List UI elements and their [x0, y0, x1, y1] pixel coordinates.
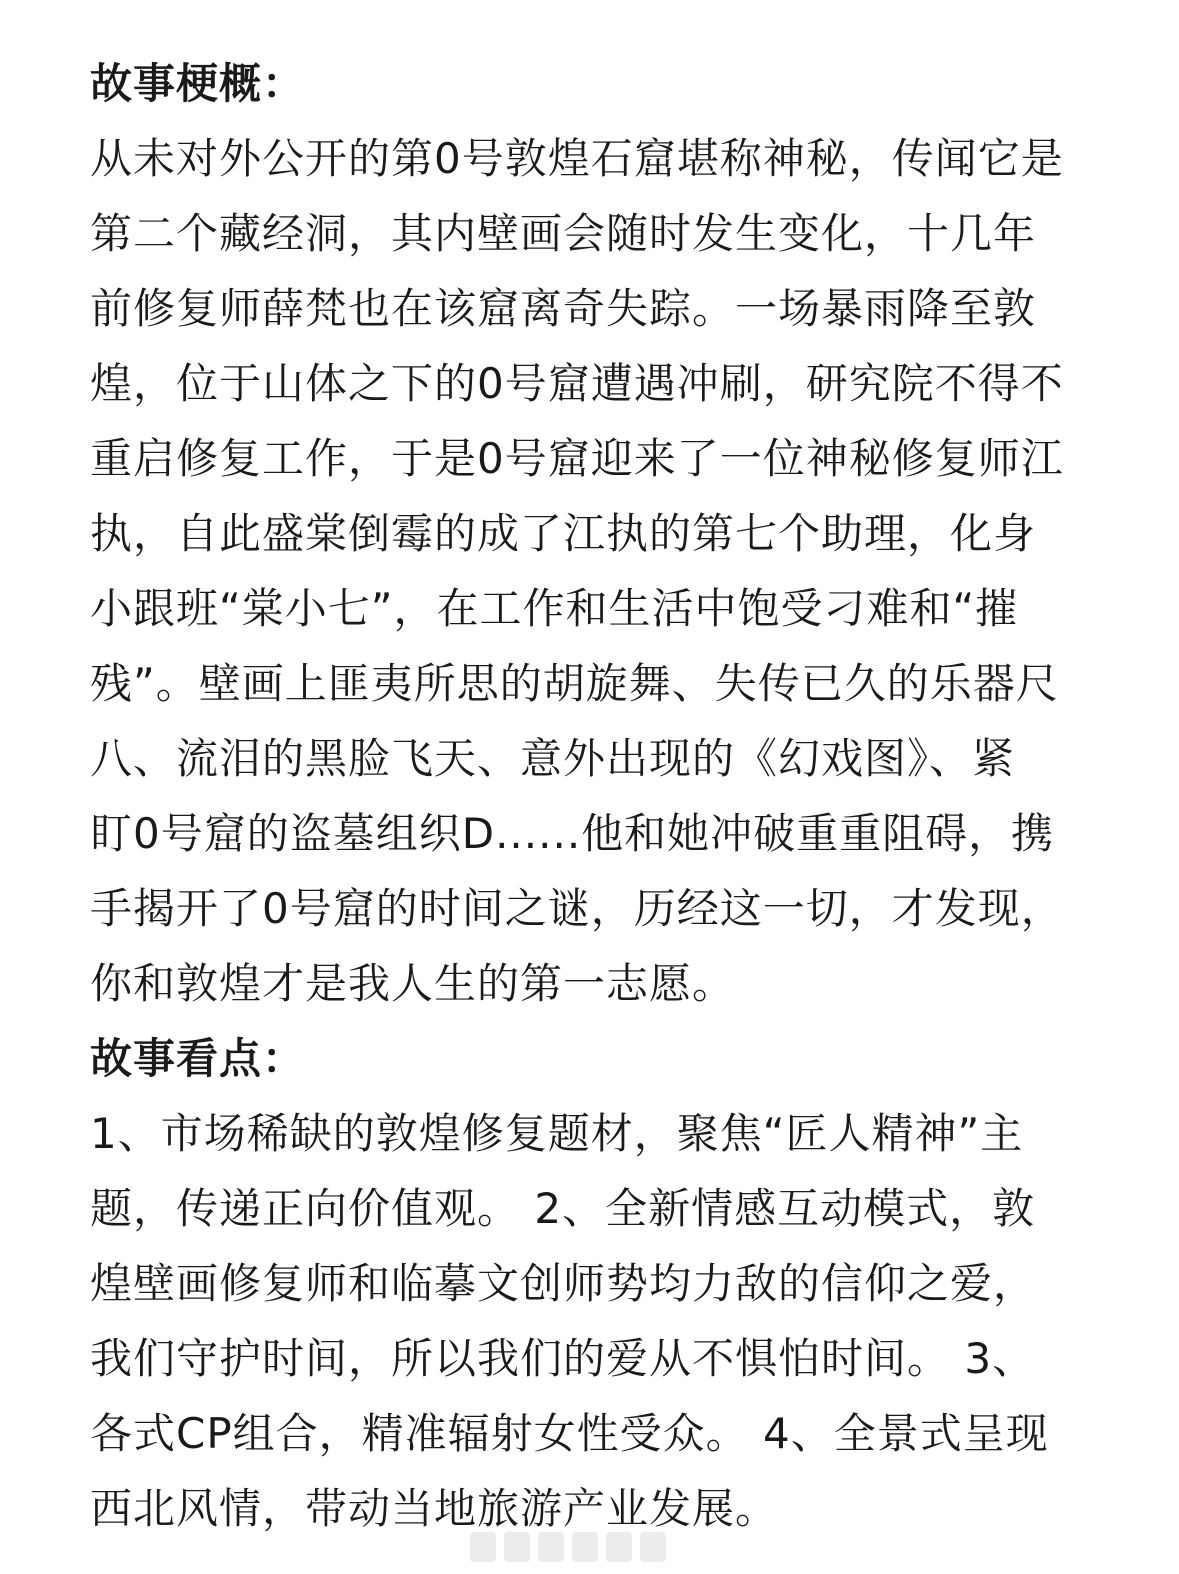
- highlights-line: 题，传递正向价值观。 2、全新情感互动模式，敦: [90, 1184, 1036, 1233]
- watermark-glyph: [606, 1532, 632, 1562]
- synopsis-line: 小跟班“棠小七”，在工作和生活中饱受刁难和“摧: [90, 584, 1019, 633]
- highlights-line: 西北风情，带动当地旅游产业发展。: [90, 1484, 779, 1533]
- watermark-glyph: [538, 1532, 564, 1562]
- watermark-glyph: [572, 1532, 598, 1562]
- synopsis-line: 前修复师薛梵也在该窟离奇失踪。一场暴雨降至敦: [90, 284, 1037, 333]
- watermark-glyph: [504, 1532, 530, 1562]
- synopsis-line: 你和敦煌才是我人生的第一志愿。: [90, 959, 736, 1008]
- synopsis-line: 残”。壁画上匪夷所思的胡旋舞、失传已久的乐器尺: [90, 659, 1059, 708]
- synopsis-line: 手揭开了0号窟的时间之谜，历经这一切，才发现，: [90, 884, 1064, 933]
- watermark: [470, 1532, 710, 1572]
- synopsis-line: 执，自此盛棠倒霉的成了江执的第七个助理，化身: [90, 509, 1037, 558]
- document-body: [90, 46, 1110, 1546]
- synopsis-paragraph: [90, 121, 1110, 1021]
- synopsis-line: 八、流泪的黑脸飞天、意外出现的《幻戏图》、紧: [90, 734, 1016, 783]
- highlights-line: 煌壁画修复师和临摹文创师势均力敌的信仰之爱，: [90, 1259, 1037, 1308]
- highlights-heading: 故事看点：: [90, 1034, 306, 1083]
- highlights-line: 1、市场稀缺的敦煌修复题材，聚焦“匠人精神”主: [90, 1109, 1024, 1158]
- synopsis-heading: 故事梗概：: [90, 59, 306, 108]
- synopsis-line: 第二个藏经洞，其内壁画会随时发生变化，十几年: [90, 209, 1037, 258]
- watermark-glyph: [640, 1532, 666, 1562]
- watermark-glyph: [470, 1532, 496, 1562]
- synopsis-line: 从未对外公开的第0号敦煌石窟堪称神秘，传闻它是: [90, 134, 1064, 183]
- synopsis-line: 盯0号窟的盗墓组织D......他和她冲破重重阻碍，携: [90, 809, 1055, 858]
- highlights-line: 我们守护时间，所以我们的爱从不惧怕时间。 3、: [90, 1334, 1036, 1383]
- highlights-paragraph: [90, 1096, 1110, 1546]
- synopsis-line: 重启修复工作，于是0号窟迎来了一位神秘修复师江: [90, 434, 1064, 483]
- highlights-line: 各式CP组合，精准辐射女性受众。 4、全景式呈现: [90, 1409, 1049, 1458]
- synopsis-line: 煌，位于山体之下的0号窟遭遇冲刷，研究院不得不: [90, 359, 1064, 408]
